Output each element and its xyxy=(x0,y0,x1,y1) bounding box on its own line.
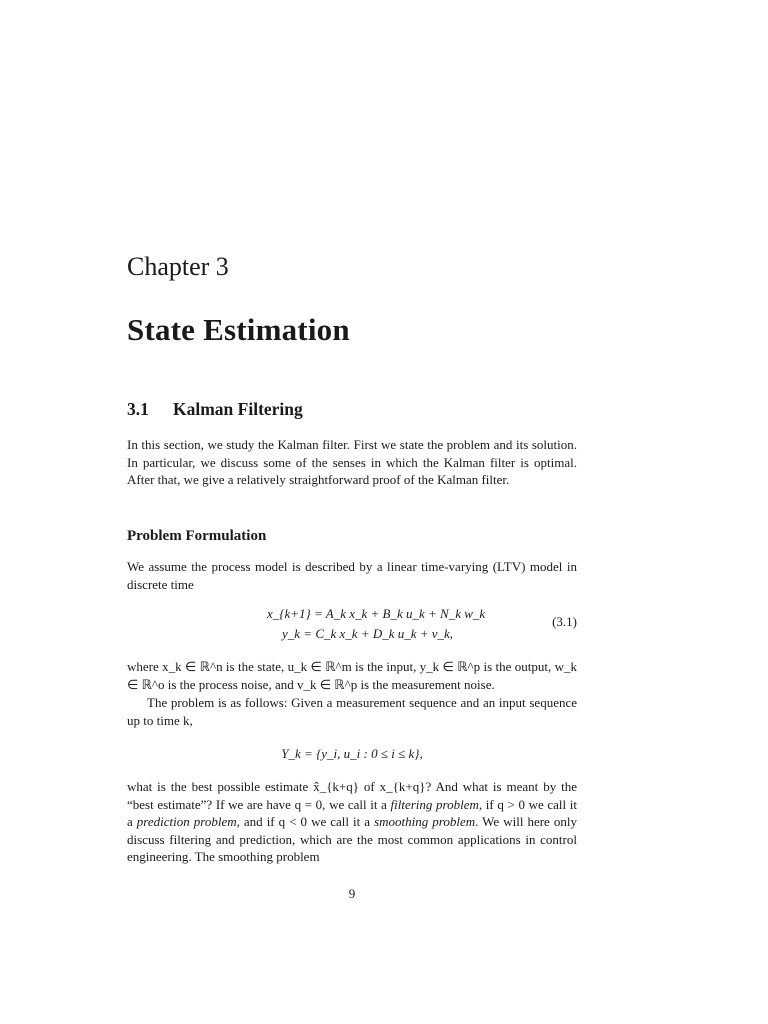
section-title: Kalman Filtering xyxy=(173,399,303,419)
intro-paragraph: In this section, we study the Kalman filter. First we state the problem and its solution. In particular, we discuss some of the senses in which the Kalman filter is optimal. After that, we give a relatively straightforward proof of the Kalman filter. xyxy=(127,437,577,487)
chapter-title: State Estimation xyxy=(127,312,350,347)
sequence-equation: Y_k = {y_i, u_i : 0 ≤ i ≤ k}, xyxy=(281,746,423,761)
model-paragraph: We assume the process model is described by a linear time-varying (LTV) model in discrete time xyxy=(127,559,577,592)
estimate-text-3: , and if q < 0 we call it a xyxy=(236,814,375,829)
prediction-term: prediction problem xyxy=(136,814,237,829)
filtering-term: filtering problem xyxy=(390,796,479,812)
page-number: 9 xyxy=(348,886,356,901)
chapter-label: Chapter 3 xyxy=(127,252,229,281)
equation-line-1: x_{k+1} = A_k x_k + B_k u_k + N_k w_k xyxy=(267,606,486,621)
equation-number: (3.1) xyxy=(552,614,577,629)
equation-line-2: y_k = C_k x_k + D_k u_k + v_k, xyxy=(282,626,454,641)
equation-3-1 xyxy=(127,604,577,644)
estimate-text-2: , if q > 0 we call it a xyxy=(127,796,577,829)
section-number: 3.1 xyxy=(127,399,149,419)
section-heading xyxy=(127,399,303,420)
problem-paragraph: The problem is as follows: Given a measurement sequence and an input sequence up to time k, xyxy=(127,695,577,728)
variables-paragraph: where x_k ∈ ℝ^n is the state, u_k ∈ ℝ^m is the input, y_k ∈ ℝ^p is the output, w_k ∈ ℝ^o is the process noise, and v_k ∈ ℝ^p is the measurement noise. xyxy=(127,659,577,692)
estimate-text-4: . We will here only discuss filtering and prediction, which are the most common applications in control engineering. The smoothing problem xyxy=(127,814,577,864)
subsection-heading: Problem Formulation xyxy=(127,528,267,544)
estimate-paragraph xyxy=(127,778,577,866)
smoothing-term: smoothing problem xyxy=(374,814,476,829)
estimate-text-1: what is the best possible estimate x̂_{k+q} of x_{k+q}? And what is meant by the “best estimate”? If we are have q = 0, we call it a xyxy=(127,779,577,812)
